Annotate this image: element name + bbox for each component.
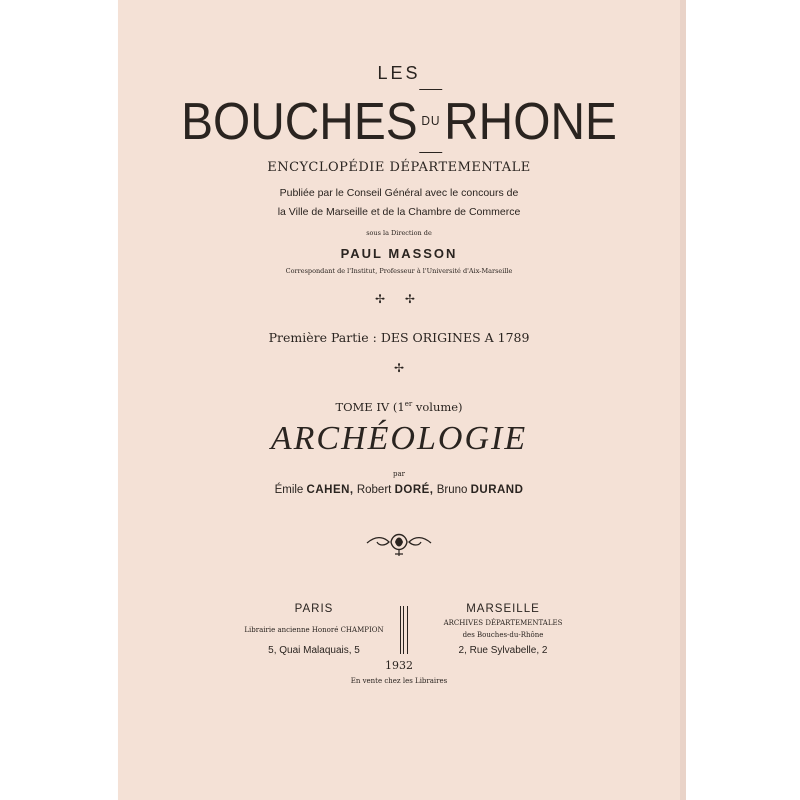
publisher-city-marseille: MARSEILLE — [466, 603, 540, 615]
sale-notice: En vente chez les Libraires — [350, 677, 448, 685]
part-title: DES ORIGINES A 1789 — [380, 330, 530, 345]
par-label: par — [392, 470, 405, 478]
publisher-archives-marseille: ARCHIVES DÉPARTEMENTALES — [443, 619, 563, 627]
part-heading — [118, 330, 680, 345]
publication-line-1: Publiée par le Conseil Général avec le concours de — [279, 187, 519, 199]
ornament-double-icon: ✢ ✢ — [375, 292, 423, 306]
publisher-address-paris: 5, Quai Malaquais, 5 — [268, 645, 360, 656]
volume-title: ARCHÉOLOGIE — [270, 420, 528, 457]
publisher-region-marseille: des Bouches-du-Rhône — [462, 631, 544, 639]
tome-number: TOME IV — [335, 400, 390, 414]
floral-vignette-icon — [365, 528, 433, 558]
title-les: LES — [377, 63, 421, 83]
publisher-address-marseille: 2, Rue Sylvabelle, 2 — [458, 645, 548, 656]
subtitle: ENCYCLOPÉDIE DÉPARTEMENTALE — [267, 160, 531, 175]
main-title — [140, 92, 657, 157]
publisher-city-paris: PARIS — [294, 603, 334, 615]
title-du: DU — [419, 89, 442, 153]
title-bouches: BOUCHES — [181, 93, 418, 151]
publisher-divider — [400, 606, 408, 654]
author-dore: DORÉ, — [394, 484, 434, 496]
ornament-single-icon: ✢ — [393, 361, 405, 375]
author-cahen: CAHEN, — [306, 484, 354, 496]
title-page — [118, 0, 680, 800]
volume-label: (1er volume) — [392, 400, 463, 414]
part-label: Première Partie : — [268, 330, 377, 345]
tome-line — [118, 400, 680, 414]
authors-line: Émile CAHEN, Robert DORÉ, Bruno DURAND — [274, 484, 524, 496]
publication-year: 1932 — [385, 659, 413, 672]
direction-label: sous la Direction de — [366, 229, 432, 237]
author-durand: DURAND — [470, 484, 524, 496]
director-credentials: Correspondant de l'Institut, Professeur à l'Université d'Aix-Marseille — [285, 267, 513, 275]
title-rhone: RHONE — [444, 93, 617, 151]
publisher-name-paris: Librairie ancienne Honoré CHAMPION — [244, 626, 384, 634]
director-name: PAUL MASSON — [340, 246, 458, 261]
page-edge — [680, 0, 686, 800]
publication-line-2: la Ville de Marseille et de la Chambre de Commerce — [277, 206, 521, 218]
